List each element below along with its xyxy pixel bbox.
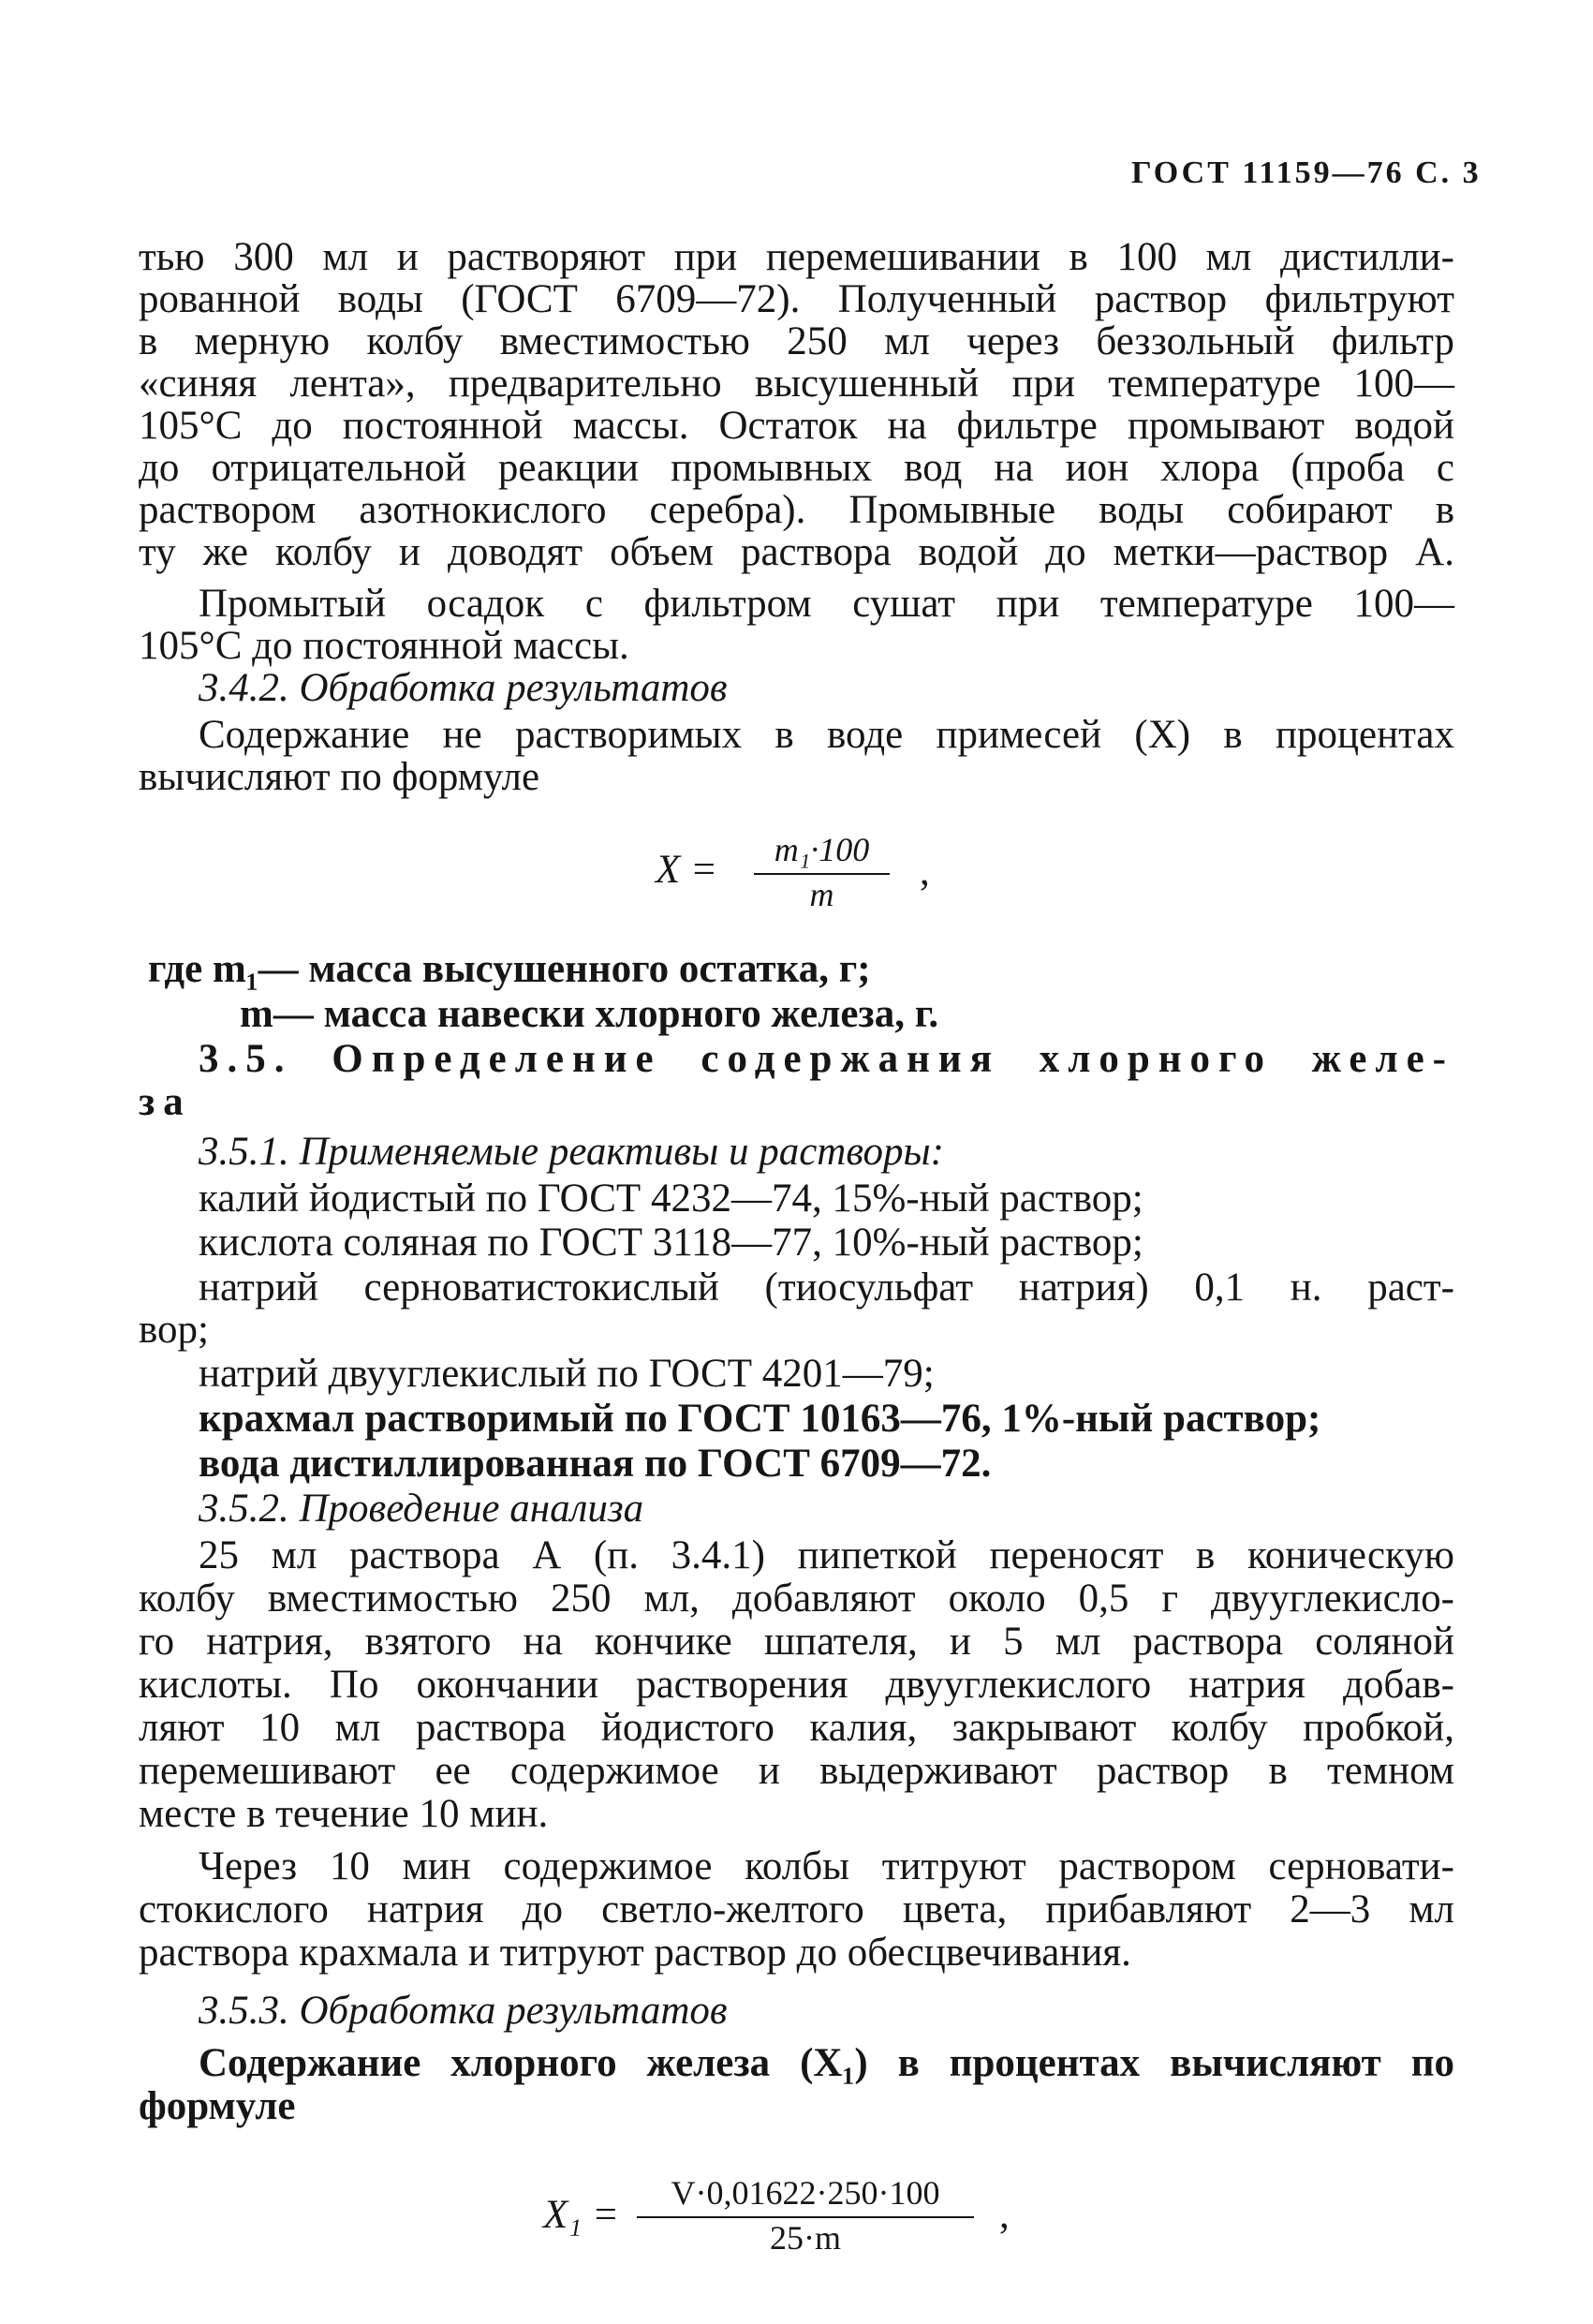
text-line: «синяя лента», предварительно высушенный при температуре 100— bbox=[139, 362, 1454, 406]
text-line: раствора крахмала и титруют раствор до обесцвечивания. bbox=[139, 1931, 1131, 1975]
text-line: тью 300 мл и растворяют при перемешивании в 100 мл дистилли- bbox=[139, 235, 1454, 279]
reagent-item: вода дистиллированная по ГОСТ 6709—72. bbox=[199, 1442, 992, 1486]
section-title: 3.5. Определение содержания хлорного желе- bbox=[199, 1037, 1454, 1081]
text-line: Через 10 мин содержимое колбы титруют раствором серновати- bbox=[199, 1844, 1454, 1888]
reagent-item: крахмал растворимый по ГОСТ 10163—76, 1%-ный раствор; bbox=[199, 1397, 1321, 1441]
reagent-item: кислота соляная по ГОСТ 3118—77, 10%-ный раствор; bbox=[199, 1221, 1143, 1265]
text-line: перемешивают ее содержимое и выдерживают раствор в темном bbox=[139, 1749, 1454, 1793]
text-line: до отрицательной реакции промывных вод на ион хлора (проба с bbox=[139, 446, 1454, 490]
text-line: ту же колбу и доводят объем раствора водой до метки—раствор А. bbox=[139, 530, 1454, 574]
formula-lhs: X = bbox=[656, 848, 718, 892]
subsection-heading: 3.4.2. Обработка результатов bbox=[199, 666, 728, 710]
subsection-heading: 3.5.2. Проведение анализа bbox=[199, 1487, 644, 1531]
formula-numerator: m₁·100 bbox=[774, 831, 870, 868]
text-line: Содержание не растворимых в воде примесей (X) в процентах bbox=[199, 713, 1454, 757]
formula-numerator: V·0,01622·250·100 bbox=[671, 2174, 940, 2212]
section-title: за bbox=[139, 1080, 192, 1124]
formula-denominator: m bbox=[809, 876, 834, 913]
formula-insoluble bbox=[656, 824, 955, 927]
text-line: стокислого натрия до светло-желтого цвета, прибавляют 2—3 мл bbox=[139, 1887, 1454, 1932]
text-line: кислоты. По окончании растворения двууглекислого натрия добав- bbox=[139, 1663, 1454, 1707]
text-line: формуле bbox=[139, 2084, 296, 2128]
text-line: ляют 10 мл раствора йодистого калия, закрывают колбу пробкой, bbox=[139, 1706, 1454, 1750]
text-line: в мерную колбу вместимостью 250 мл через беззольный фильтр bbox=[139, 319, 1454, 363]
formula-comma: , bbox=[920, 850, 930, 894]
text-line: раствором азотнокислого серебра). Промывные воды собирают в bbox=[139, 488, 1454, 532]
subsection-heading: 3.5.3. Обработка результатов bbox=[199, 1989, 728, 2033]
where-line: где m₁— масса высушенного остатка, г; bbox=[148, 947, 871, 991]
text-line: вычисляют по формуле bbox=[139, 755, 540, 799]
formula-lhs: X₁ = bbox=[543, 2193, 619, 2237]
reagent-item: вор; bbox=[139, 1308, 209, 1352]
text-line: 105°С до постоянной массы. Остаток на фильтре промывают водой bbox=[139, 404, 1454, 448]
text-line: 25 мл раствора А (п. 3.4.1) пипеткой переносят в коническую bbox=[199, 1533, 1454, 1577]
text-line: месте в течение 10 мин. bbox=[139, 1792, 549, 1836]
text-line: Промытый осадок с фильтром сушат при температуре 100— bbox=[199, 582, 1454, 626]
reagent-item: натрий серноватистокислый (тиосульфат натрия) 0,1 н. раст- bbox=[199, 1266, 1454, 1310]
text-line: 105°С до постоянной массы. bbox=[139, 624, 629, 668]
formula-comma: , bbox=[999, 2193, 1010, 2237]
text-line: колбу вместимостью 250 мл, добавляют около 0,5 г двууглекисло- bbox=[139, 1576, 1454, 1621]
where-line: m— масса навески хлорного железа, г. bbox=[240, 992, 939, 1036]
reagent-item: калий йодистый по ГОСТ 4232—74, 15%-ный раствор; bbox=[199, 1177, 1143, 1221]
subsection-heading: 3.5.1. Применяемые реактивы и растворы: bbox=[199, 1130, 944, 1174]
text-line: рованной воды (ГОСТ 6709—72). Полученный раствор фильтруют bbox=[139, 277, 1454, 321]
formula-denominator: 25·m bbox=[770, 2219, 841, 2257]
page-header: ГОСТ 11159—76 С. 3 bbox=[1131, 155, 1482, 190]
text-line: Содержание хлорного железа (X₁) в процентах вычисляют по bbox=[199, 2041, 1454, 2085]
reagent-item: натрий двууглекислый по ГОСТ 4201—79; bbox=[199, 1352, 935, 1396]
text-line: го натрия, взятого на кончике шпателя, и 5 мл раствора соляной bbox=[139, 1620, 1454, 1664]
formula-iron-chloride bbox=[543, 2154, 1049, 2276]
